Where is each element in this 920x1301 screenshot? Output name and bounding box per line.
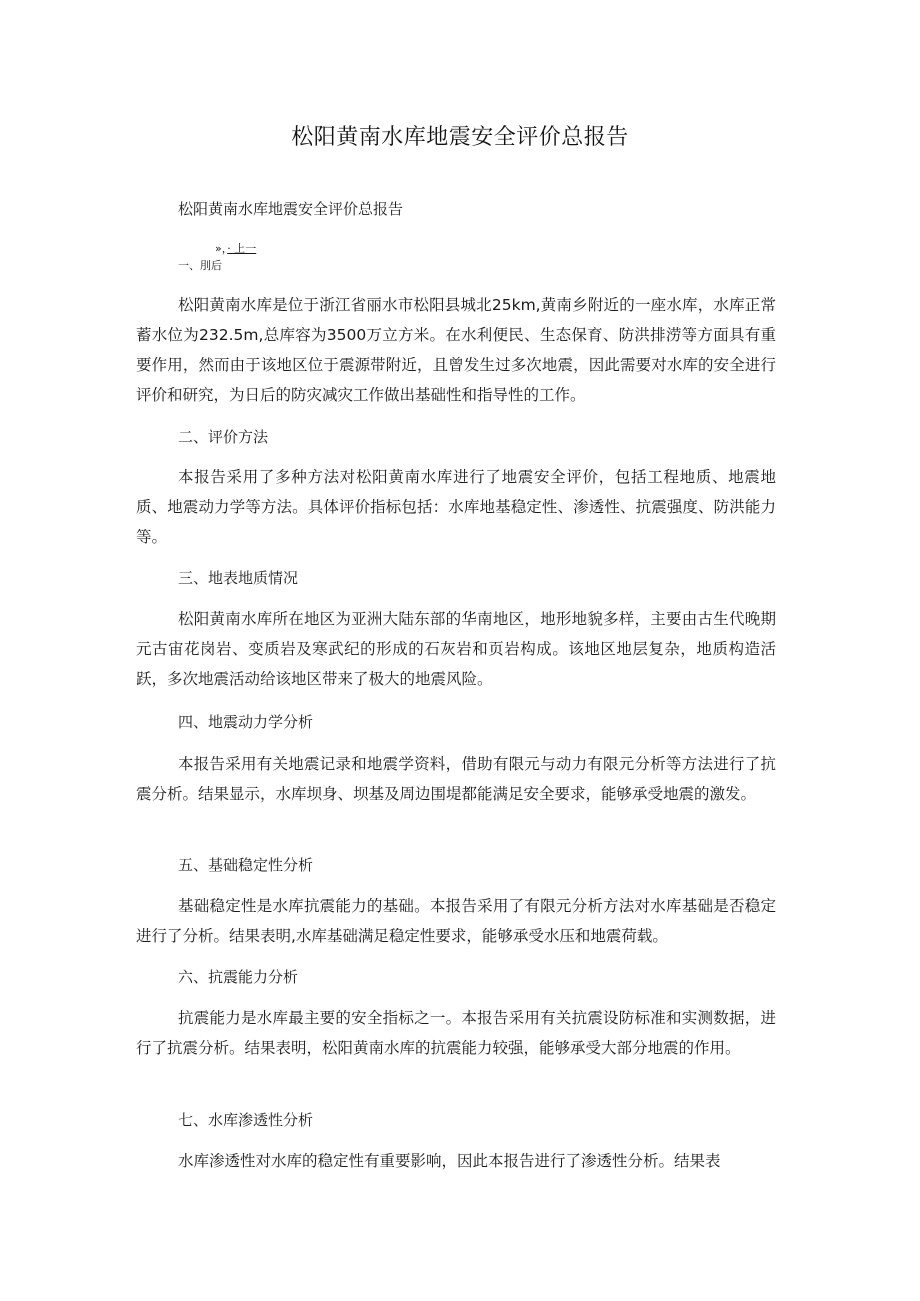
intro-heading: 一、刖后 bbox=[178, 259, 222, 272]
document-title: 松阳黄南水库地震安全评价总报告 bbox=[291, 125, 629, 150]
previous-link[interactable]: · 上一 bbox=[227, 242, 257, 255]
document-subtitle: 松阳黄南水库地震安全评价总报告 bbox=[178, 200, 404, 218]
section-heading: 六、抗震能力分析 bbox=[178, 968, 299, 986]
section-heading: 四、地震动力学分析 bbox=[178, 713, 314, 731]
section-paragraph: 抗震能力是水库最主要的安全指标之一。本报告采用有关抗震设防标准和实测数据，进行了抗震分析。结果表明，松阳黄南水库的抗震能力较强，能够承受大部分地震的作用。 bbox=[136, 1009, 776, 1057]
section-heading: 三、地表地质情况 bbox=[178, 569, 299, 587]
section-paragraph: 基础稳定性是水库抗震能力的基础。本报告采用了有限元分析方法对水库基础是否稳定进行了分析。结果表明,水库基础满足稳定性要求，能够承受水压和地震荷载。 bbox=[136, 897, 776, 945]
mark-prefix: »， bbox=[215, 242, 228, 255]
section-paragraph: 水库渗透性对水库的稳定性有重要影响，因此本报告进行了渗透性分析。结果表 bbox=[178, 1152, 721, 1170]
section-paragraph: 本报告采用了多种方法对松阳黄南水库进行了地震安全评价，包括工程地质、地震地质、地震动力学等方法。具体评价指标包括：水库地基稳定性、渗透性、抗震强度、防洪能力等。 bbox=[136, 468, 776, 546]
section-heading: 五、基础稳定性分析 bbox=[178, 856, 314, 874]
section-paragraph: 松阳黄南水库所在地区为亚洲大陆东部的华南地区，地形地貌多样，主要由古生代晚期元古宙花岗岩、变质岩及寒武纪的形成的石灰岩和页岩构成。该地区地层复杂，地质构造活跃，多次地震活动给该地区带来了极大的地震风险。 bbox=[136, 610, 776, 688]
link-mark bbox=[215, 242, 256, 256]
section-heading: 七、水库渗透性分析 bbox=[178, 1111, 314, 1129]
section-heading: 二、评价方法 bbox=[178, 428, 269, 446]
section-paragraph: 本报告采用有关地震记录和地震学资料，借助有限元与动力有限元分析等方法进行了抗震分析。结果显示，水库坝身、坝基及周边围堤都能满足安全要求，能够承受地震的激发。 bbox=[136, 755, 776, 803]
section-paragraph: 松阳黄南水库是位于浙江省丽水市松阳县城北25km,黄南乡附近的一座水库，水库正常蓄水位为232.5m,总库容为3500万立方米。在水利便民、生态保育、防洪排涝等方面具有重要作用，然而由于该地区位于震源带附近，且曾发生过多次地震，因此需要对水库的安全进行评价和研究，为日后的防灾减灾工作做出基础性和指导性的工作。 bbox=[136, 296, 776, 404]
